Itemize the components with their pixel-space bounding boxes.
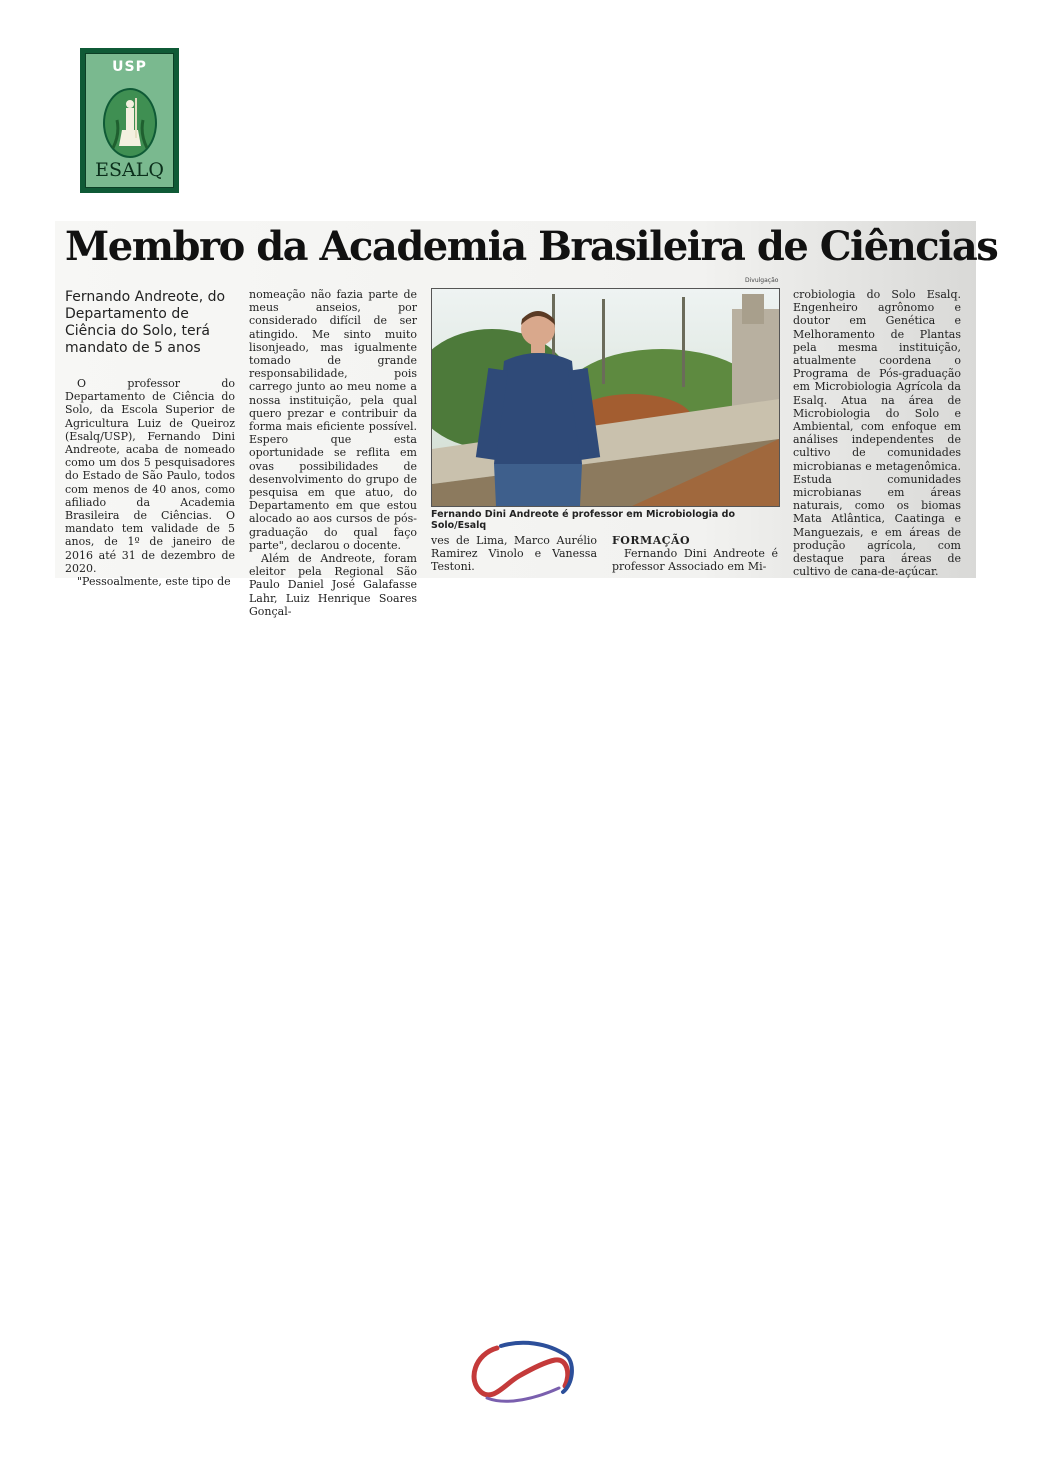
- article-photo: [431, 288, 780, 507]
- paragraph: nomeação não fazia parte de meus anseios, por considerado difícil de ser atingido. Me sinto muito lisonjeado, mas igualmente tomado de grande responsabilidade, pois carrego junto ao meu nome a nossa instituição, pela qual quero prezar e contribuir da forma mais eficiente possível. Espero que esta oportunidade se reflita em ovas possibilidades de desenvolvimento do grupo de pesquisa em que atuo, do Departamento em que estou alocado ao aos cursos de pós-graduação do qual faço parte", declarou o docente.: [249, 288, 417, 552]
- article-column-2: [249, 288, 417, 618]
- section-subhead: FORMAÇÃO: [612, 534, 691, 547]
- article-headline: Membro da Academia Brasileira de Ciências: [65, 223, 998, 270]
- article-column-5: [793, 288, 961, 578]
- logo-usp-text: USP: [112, 59, 147, 75]
- photo-caption: Fernando Dini Andreote é professor em Microbiologia do Solo/Esalq: [431, 509, 735, 531]
- logo-emblem: [103, 88, 157, 158]
- esalq-logo: [80, 48, 179, 193]
- loop-logo-icon: [467, 1340, 575, 1408]
- portrait-photo-graphic: [432, 289, 779, 506]
- photo-credit: Divulgação: [745, 277, 779, 284]
- paragraph: "Pessoalmente, este tipo de: [77, 575, 231, 589]
- paragraph: crobiologia do Solo Esalq. Engenheiro agrônomo e doutor em Genética e Melhoramento de Plantas pela mesma instituição, atualmente coordena o Programa de Pós-graduação em Microbiologia Agrícola da Esalq. Atua na área de Microbiologia do Solo e Ambiental, com enfoque em análises independentes de cultivo de comunidades microbianas e metagenômica. Estuda comunidades microbianas em áreas naturais, como os biomas Mata Atlântica, Caatinga e Manguezais, e em áreas de produção agrícola, com destaque para áreas de cultivo de cana-de-açúcar.: [793, 288, 961, 579]
- article-column-4: [612, 530, 778, 574]
- paragraph: Fernando Dini Andreote é professor Associado em Mi-: [612, 547, 778, 574]
- paragraph: O professor do Departamento de Ciência do Solo, da Escola Superior de Agricultura Luiz de Queiroz (Esalq/USP), Fernando Dini Andreote, acaba de nomeado como um dos 5 pesquisadores do Estado de São Paulo, todos com menos de 40 anos, como afiliado da Academia Brasileira de Ciências. O mandato tem validade de 5 anos, de 1º de janeiro de 2016 até 31 de dezembro de 2020.: [65, 377, 235, 575]
- paragraph: ves de Lima, Marco Aurélio Ramirez Vinolo e Vanessa Testoni.: [431, 534, 597, 574]
- logo-esalq-text: ESALQ: [95, 159, 164, 181]
- newspaper-clipping: [55, 221, 998, 618]
- article-lead: Fernando Andreote, do Departamento de Ciência do Solo, terá mandato de 5 anos: [65, 289, 226, 356]
- article-column-1: [65, 377, 235, 588]
- statue-icon: [105, 90, 155, 156]
- article-column-3: [431, 534, 597, 574]
- logo-field: [85, 53, 174, 188]
- paragraph: Além de Andreote, foram eleitor pela Regional São Paulo Daniel José Galafasse Lahr, Luiz Henrique Soares Gonçal-: [249, 552, 417, 618]
